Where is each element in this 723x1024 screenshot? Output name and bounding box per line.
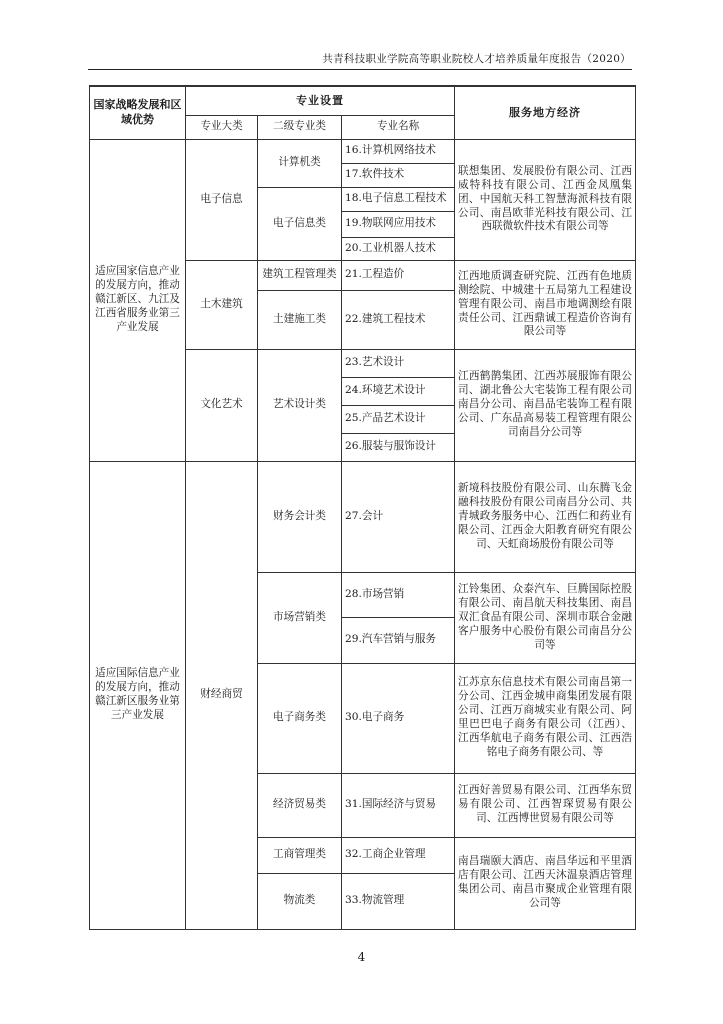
category-cell: 电子信息 [186, 139, 258, 260]
major-cell: 18.电子信息工程技术 [342, 187, 455, 211]
major-cell: 17.软件技术 [342, 163, 455, 187]
header-setting: 专业设置 [186, 86, 455, 115]
table-header-row-1 [90, 86, 636, 115]
major-cell: 31.国际经济与贸易 [342, 773, 455, 837]
header-category: 专业大类 [186, 115, 258, 139]
serve-cell: 江西好善贸易有限公司、江西华东贸易有限公司、江西智琛贸易有限公司、江西博世贸易有限公司等 [455, 773, 636, 837]
major-cell: 28.市场营销 [342, 572, 455, 617]
table-row [90, 139, 636, 163]
serve-cell: 新境科技股份有限公司、山东腾飞金融科技股份有限公司南昌分公司、共青城政务服务中心、江西仁和药业有限公司、江西金大阳教育研究有限公司、天虹商场股份有限公司等 [455, 461, 636, 572]
strategy-cell: 适应国际信息产业的发展方向，推动赣江新区服务业第三产业发展 [90, 461, 186, 929]
category-cell: 文化艺术 [186, 349, 258, 461]
subcategory-cell: 建筑工程管理类 [258, 260, 342, 290]
subcategory-cell: 计算机类 [258, 139, 342, 187]
major-cell: 24.环境艺术设计 [342, 377, 455, 405]
subcategory-cell: 电子商务类 [258, 663, 342, 773]
majors-table [89, 85, 636, 930]
major-cell: 23.艺术设计 [342, 349, 455, 377]
header-major-name: 专业名称 [342, 115, 455, 139]
major-cell: 16.计算机网络技术 [342, 139, 455, 163]
major-cell: 22.建筑工程技术 [342, 290, 455, 349]
category-cell: 财经商贸 [186, 461, 258, 929]
header-strategy: 国家战略发展和区域优势 [90, 86, 186, 139]
major-cell: 29.汽车营销与服务 [342, 617, 455, 663]
serve-cell: 江苏京东信息技术有限公司南昌第一分公司、江西金城申商集团发展有限公司、江西万商城实业有限公司、阿里巴巴电子商务有限公司（江西）、江西华航电子商务有限公司、江西浩铭电子商务有限公司、等 [455, 663, 636, 773]
category-cell: 土木建筑 [186, 260, 258, 349]
strategy-cell: 适应国家信息产业的发展方向，推动赣江新区、九江及江西省服务业第三产业发展 [90, 139, 186, 461]
header-serve: 服务地方经济 [455, 86, 636, 139]
major-cell: 21.工程造价 [342, 260, 455, 290]
serve-cell: 联想集团、发展股份有限公司、江西威特科技有限公司、江西金凤凰集团、中国航天科工智慧海派科技有限公司、南昌欧菲光科技有限公司、江西联微软件技术有限公司等 [455, 139, 636, 260]
subcategory-cell: 电子信息类 [258, 187, 342, 260]
major-cell: 32.工商企业管理 [342, 837, 455, 873]
subcategory-cell: 艺术设计类 [258, 349, 342, 461]
header-rule [88, 69, 632, 70]
subcategory-cell: 物流类 [258, 873, 342, 929]
major-cell: 33.物流管理 [342, 873, 455, 929]
major-cell: 25.产品艺术设计 [342, 405, 455, 433]
header-subcategory: 二级专业类 [258, 115, 342, 139]
major-cell: 30.电子商务 [342, 663, 455, 773]
report-header-title: 共青科技职业学院高等职业院校人才培养质量年度报告（2020） [322, 53, 631, 65]
major-cell: 26.服装与服饰设计 [342, 433, 455, 461]
subcategory-cell: 财务会计类 [258, 461, 342, 572]
subcategory-cell: 工商管理类 [258, 837, 342, 873]
table-row [90, 461, 636, 572]
major-cell: 27.会计 [342, 461, 455, 572]
serve-cell: 南昌瑞颐大酒店、南昌华远和平里酒店有限公司、江西天沐温泉酒店管理集团公司、南昌市聚成企业管理有限公司等 [455, 837, 636, 929]
serve-cell: 江西地质调查研究院、江西有色地质测绘院、中城建十五局第九工程建设管理有限公司、南昌市地调测绘有限责任公司、江西鼎诚工程造价咨询有限公司等 [455, 260, 636, 349]
serve-cell: 江铃集团、众泰汽车、巨腾国际控股有限公司、南昌航天科技集团、南昌双汇食品有限公司、深圳市联合金融客户服务中心股份有限公司南昌分公司等 [455, 572, 636, 663]
major-cell: 20.工业机器人技术 [342, 237, 455, 260]
subcategory-cell: 市场营销类 [258, 572, 342, 663]
subcategory-cell: 土建施工类 [258, 290, 342, 349]
subcategory-cell: 经济贸易类 [258, 773, 342, 837]
page-number: 4 [357, 950, 366, 964]
major-cell: 19.物联网应用技术 [342, 211, 455, 237]
serve-cell: 江西鹤鹊集团、江西苏展服饰有限公司、湖北鲁公大宅装饰工程有限公司南昌分公司、南昌品宅装饰工程有限公司、广东品高易装工程管理有限公司南昌分公司等 [455, 349, 636, 461]
